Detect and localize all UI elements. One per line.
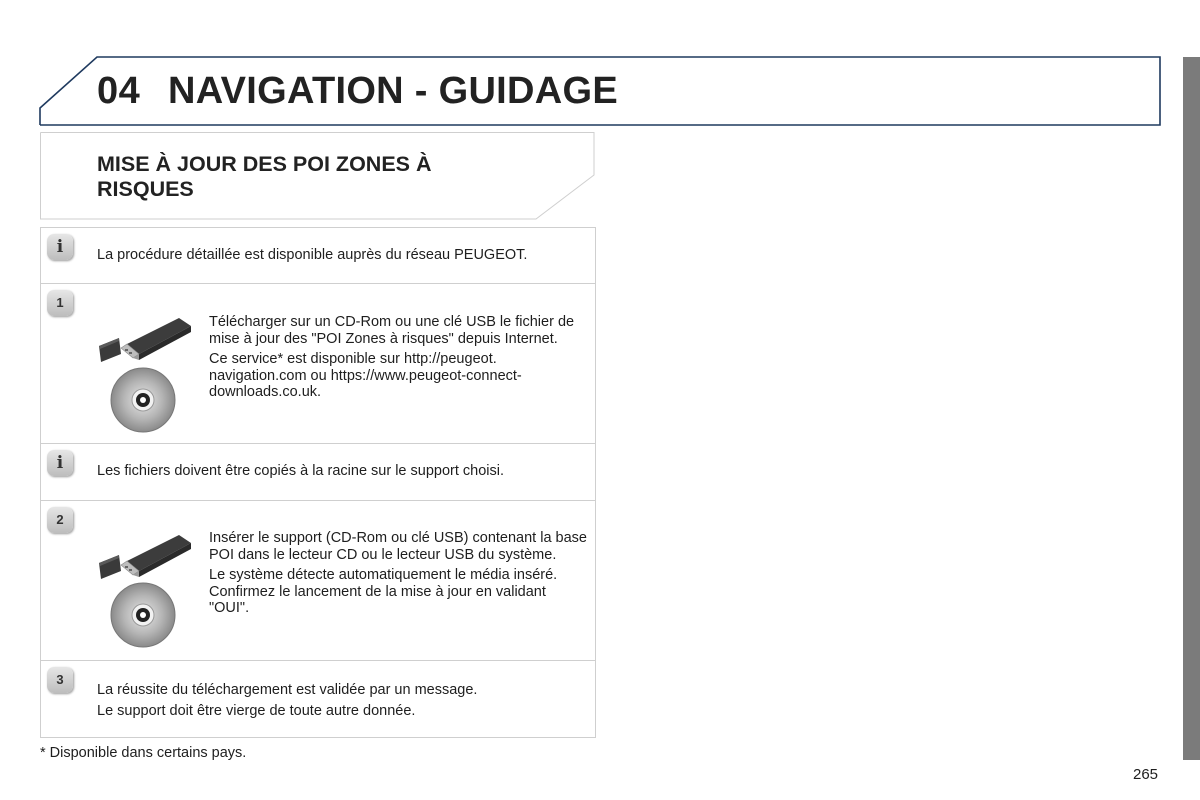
step-row-1 (41, 284, 595, 444)
instructions-panel (40, 227, 596, 738)
chapter-number: 04 (97, 70, 141, 112)
step-3-line-1: La réussite du téléchargement est validée par un message. (97, 682, 478, 698)
step-badge-1: 1 (47, 290, 73, 316)
step-2-paragraph-1: Insérer le support (CD-Rom ou clé USB) contenant la base POI dans le lecteur CD ou le lecteur USB du système. (209, 530, 587, 563)
footnote: * Disponible dans certains pays. (40, 745, 247, 761)
chapter-side-tab (1183, 57, 1200, 760)
step-1-paragraph-2: Ce service* est disponible sur http://peugeot. navigation.com ou https://www.peugeot-connect-downloads.co.uk. (209, 351, 522, 400)
info-row-2 (41, 444, 595, 501)
info-icon: i (47, 450, 73, 476)
step-1-text (209, 314, 589, 405)
usb-key-icon (97, 521, 193, 585)
step-1-paragraph-1: Télécharger sur un CD-Rom ou une clé USB le fichier de mise à jour des "POI Zones à risques" depuis Internet. (209, 314, 575, 347)
info-text-1: La procédure détaillée est disponible auprès du réseau PEUGEOT. (97, 247, 528, 263)
section-title: MISE À JOUR DES POI ZONES À RISQUES (97, 152, 432, 201)
step-2-text (209, 530, 589, 621)
usb-key-icon (97, 304, 193, 368)
step-badge-3: 3 (47, 667, 73, 693)
cd-rom-icon (109, 366, 177, 434)
step-row-2 (41, 501, 595, 661)
page-number: 265 (1133, 766, 1159, 783)
info-row-1 (41, 228, 595, 284)
step-badge-2: 2 (47, 507, 73, 533)
cd-rom-icon (109, 581, 177, 649)
info-text-2: Les fichiers doivent être copiés à la racine sur le support choisi. (97, 463, 505, 479)
step-2-paragraph-2: Le système détecte automatiquement le média inséré. Confirmez le lancement de la mise à jour en validant "OUI". (209, 567, 558, 616)
step-row-3 (41, 661, 595, 737)
info-icon: i (47, 234, 73, 260)
step-3-line-2: Le support doit être vierge de toute autre donnée. (97, 703, 416, 719)
chapter-title: NAVIGATION - GUIDAGE (168, 70, 619, 112)
